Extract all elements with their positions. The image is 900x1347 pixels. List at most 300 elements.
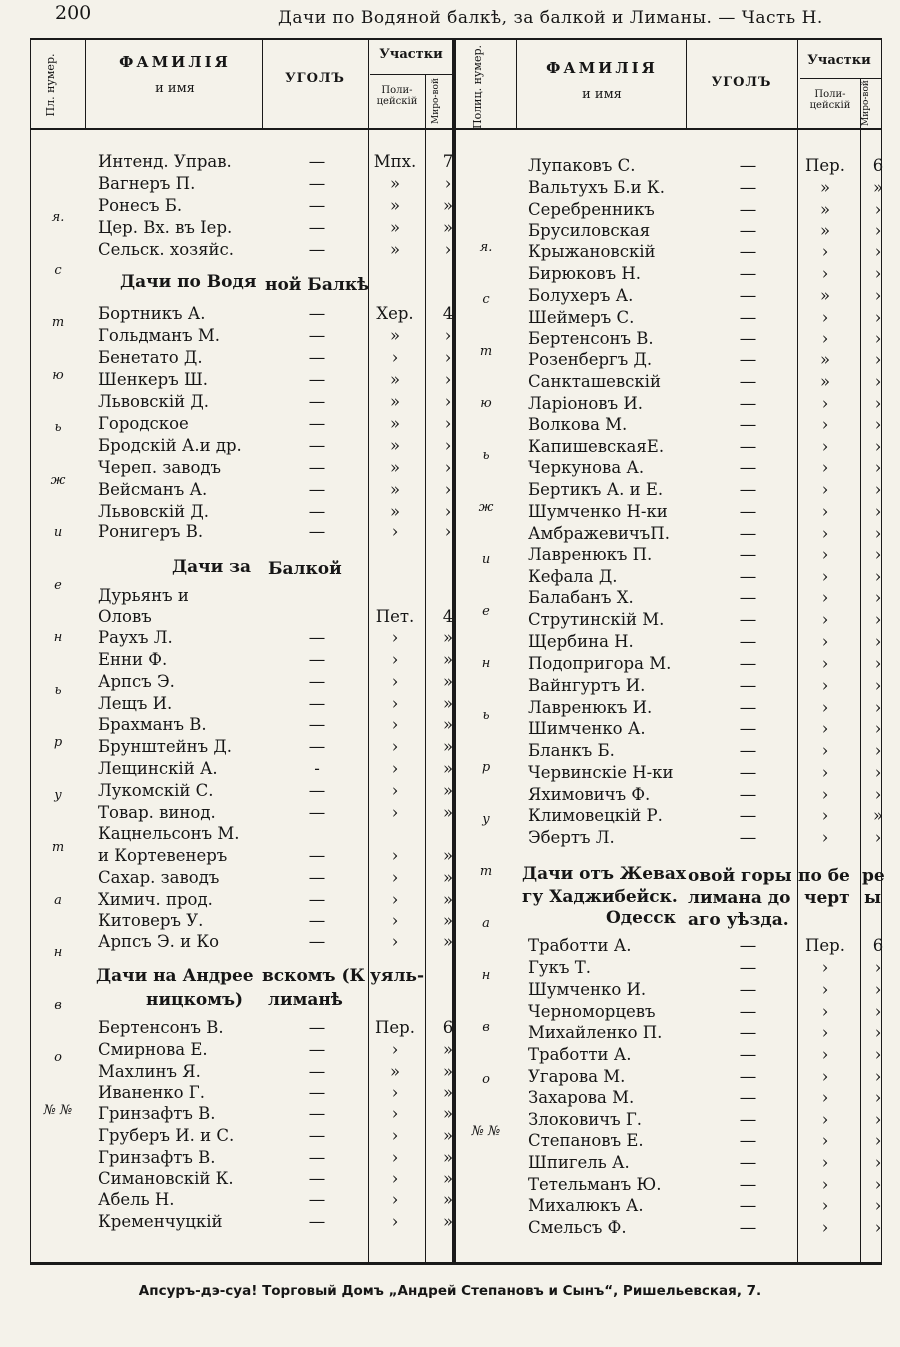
- entry-magistrate-district: »: [442, 1126, 454, 1145]
- entry-corner: —: [308, 436, 326, 455]
- side-letter: н: [53, 945, 63, 960]
- entry-corner: —: [739, 741, 757, 760]
- entry-corner: —: [739, 1196, 757, 1215]
- entry-police-district: ›: [821, 785, 829, 804]
- entry-name: Груберъ И. и С.: [98, 1126, 235, 1145]
- entry-name: Злоковичъ Г.: [528, 1110, 643, 1129]
- entry-name: Черноморцевъ: [528, 1002, 656, 1021]
- section-heading: Одесск: [606, 908, 676, 928]
- entry-corner: —: [739, 221, 757, 240]
- entry-police-district: »: [389, 480, 401, 499]
- header-surname: ФАМИЛІЯ: [119, 53, 231, 71]
- entry-name: и Кортевенеръ: [98, 846, 228, 865]
- entry-corner: —: [739, 610, 757, 629]
- entry-magistrate-district: ›: [874, 980, 882, 999]
- header-magistrate: Миро-вой: [431, 78, 441, 124]
- entry-name: Гукъ Т.: [528, 958, 591, 977]
- entry-police-district: ›: [821, 741, 829, 760]
- entry-corner: —: [739, 308, 757, 327]
- entry-name: Гринзафтъ В.: [98, 1148, 216, 1167]
- entry-corner: —: [308, 868, 326, 887]
- entry-name: Кацнельсонъ М.: [98, 824, 240, 843]
- entry-magistrate-district: ›: [874, 480, 882, 499]
- entry-police-district: ›: [391, 628, 399, 647]
- entry-name: Шеймеръ С.: [528, 308, 635, 327]
- entry-name: Бертикъ А. и Е.: [528, 480, 664, 499]
- entry-name: Лавренюкъ И.: [528, 698, 653, 717]
- table-bottom-rule: [30, 1262, 882, 1265]
- entry-police-district: Хер.: [376, 304, 414, 323]
- entry-magistrate-district: »: [442, 932, 454, 951]
- entry-police-district: ›: [821, 719, 829, 738]
- entry-name: Брунштейнъ Д.: [98, 737, 233, 756]
- entry-magistrate-district: ›: [874, 958, 882, 977]
- side-letter: ь: [54, 420, 62, 435]
- entry-corner: —: [739, 1153, 757, 1172]
- entry-police-district: »: [389, 458, 401, 477]
- entry-name: КапишевскаяЕ.: [528, 437, 665, 456]
- entry-name: Тетельманъ Ю.: [528, 1175, 662, 1194]
- entry-police-district: ›: [391, 737, 399, 756]
- entry-magistrate-district: ›: [444, 348, 452, 367]
- entry-magistrate-district: 6: [442, 1018, 454, 1037]
- section-heading: Дачи на Андрее: [96, 966, 254, 986]
- entry-police-district: ›: [821, 524, 829, 543]
- side-letter: т: [479, 864, 493, 879]
- entry-magistrate-district: »: [442, 218, 454, 237]
- entry-name: Вагнеръ П.: [98, 174, 196, 193]
- entry-magistrate-district: »: [872, 178, 884, 197]
- entry-name: Тработти А.: [528, 1045, 632, 1064]
- entry-police-district: ›: [391, 522, 399, 541]
- entry-magistrate-district: »: [442, 1083, 454, 1102]
- side-text-left: [36, 210, 80, 1210]
- entry-name: Захарова М.: [528, 1088, 635, 1107]
- entry-magistrate-district: ›: [874, 329, 882, 348]
- entry-magistrate-district: 6: [872, 156, 884, 175]
- side-letter: с: [54, 262, 62, 278]
- header-surname-sub: и имя: [155, 81, 195, 96]
- entry-magistrate-district: »: [442, 890, 454, 909]
- entry-magistrate-district: ›: [874, 308, 882, 327]
- entry-corner: —: [308, 672, 326, 691]
- entry-police-district: ›: [821, 676, 829, 695]
- entry-corner: —: [739, 567, 757, 586]
- side-text-right: [462, 240, 510, 1240]
- entry-police-district: ›: [821, 806, 829, 825]
- side-letter: ю: [480, 396, 492, 411]
- entry-police-district: ›: [821, 588, 829, 607]
- side-letter: у: [482, 812, 490, 827]
- entry-corner: —: [308, 152, 326, 171]
- entry-corner: —: [739, 458, 757, 477]
- entry-police-district: Пет.: [375, 607, 415, 626]
- side-letter: е: [482, 604, 490, 619]
- entry-magistrate-district: ›: [874, 588, 882, 607]
- entry-name: Вайнгуртъ И.: [528, 676, 646, 695]
- entry-police-district: »: [389, 174, 401, 193]
- entry-magistrate-district: »: [442, 846, 454, 865]
- entry-magistrate-district: ›: [874, 524, 882, 543]
- entry-magistrate-district: ›: [874, 654, 882, 673]
- entry-police-district: ›: [821, 1131, 829, 1150]
- districts-rule-left: [370, 74, 454, 75]
- entry-magistrate-district: »: [442, 1212, 454, 1231]
- side-letter: и: [53, 525, 63, 540]
- section-heading: аго уѣзда.: [688, 910, 789, 930]
- entry-police-district: »: [389, 326, 401, 345]
- entry-corner: —: [739, 676, 757, 695]
- entry-police-district: ›: [391, 1104, 399, 1123]
- entry-name: Бродскій А.и др.: [98, 436, 242, 455]
- running-head: Дачи по Водяной балкѣ, за балкой и Лиманы. — Часть Н.: [278, 8, 823, 28]
- side-letter: ь: [482, 448, 490, 463]
- entry-corner: —: [308, 846, 326, 865]
- entry-police-district: ›: [391, 1126, 399, 1145]
- entry-corner: —: [308, 196, 326, 215]
- entry-corner: —: [308, 715, 326, 734]
- entry-corner: —: [739, 545, 757, 564]
- entry-corner: —: [739, 806, 757, 825]
- section-heading: Дачи за: [172, 557, 251, 577]
- entry-corner: —: [308, 326, 326, 345]
- entry-name: Гольдманъ М.: [98, 326, 221, 345]
- entry-magistrate-district: ›: [444, 392, 452, 411]
- entry-corner: —: [739, 1218, 757, 1237]
- col-rule: [516, 38, 517, 130]
- entry-magistrate-district: »: [442, 911, 454, 930]
- entry-name: Львовскій Д.: [98, 392, 209, 411]
- entry-name: Тработти А.: [528, 936, 632, 955]
- entry-police-district: ›: [821, 698, 829, 717]
- col-rule: [860, 78, 861, 1262]
- entry-magistrate-district: »: [442, 694, 454, 713]
- section-heading: вскомъ (К: [262, 966, 366, 986]
- entry-police-district: Пер.: [375, 1018, 415, 1037]
- entry-name: Крыжановскій: [528, 242, 656, 261]
- entry-magistrate-district: »: [442, 737, 454, 756]
- entry-name: Ронигеръ В.: [98, 522, 204, 541]
- entry-corner: —: [739, 1023, 757, 1042]
- entry-police-district: »: [389, 414, 401, 433]
- side-letter: н: [53, 630, 63, 645]
- entry-corner: —: [739, 632, 757, 651]
- entry-name: Товар. винод.: [98, 803, 216, 822]
- entry-name: Кременчуцкій: [98, 1212, 223, 1231]
- entry-corner: —: [739, 372, 757, 391]
- entry-corner: —: [739, 1067, 757, 1086]
- entry-police-district: ›: [821, 1196, 829, 1215]
- entry-name: Арпсъ Э.: [98, 672, 175, 691]
- entry-magistrate-district: ›: [874, 394, 882, 413]
- entry-magistrate-district: »: [442, 803, 454, 822]
- entry-magistrate-district: 4: [442, 304, 454, 323]
- entry-name: Балабанъ Х.: [528, 588, 634, 607]
- entry-corner: —: [308, 1018, 326, 1037]
- entry-magistrate-district: ›: [874, 785, 882, 804]
- col-rule: [30, 38, 31, 1262]
- entry-corner: —: [739, 329, 757, 348]
- entry-corner: —: [308, 1040, 326, 1059]
- entry-police-district: ›: [821, 394, 829, 413]
- side-letter: а: [54, 892, 62, 908]
- entry-police-district: Пер.: [805, 936, 845, 955]
- side-letter: ь: [482, 708, 490, 723]
- entry-police-district: ›: [821, 502, 829, 521]
- entry-magistrate-district: ›: [874, 676, 882, 695]
- entry-name: Бенетато Д.: [98, 348, 203, 367]
- side-letter: т: [51, 840, 65, 855]
- entry-name: Ронесъ Б.: [98, 196, 183, 215]
- entry-corner: —: [739, 958, 757, 977]
- side-letter: и: [481, 552, 491, 567]
- entry-name: Бланкъ Б.: [528, 741, 615, 760]
- entry-corner: —: [739, 980, 757, 999]
- entry-name: Львовскій Д.: [98, 502, 209, 521]
- side-letter: ь: [54, 682, 62, 698]
- side-letter: ю: [52, 367, 64, 383]
- entry-corner: —: [739, 763, 757, 782]
- entry-corner: —: [308, 1083, 326, 1102]
- entry-corner: —: [308, 1062, 326, 1081]
- side-letter: в: [54, 997, 62, 1013]
- entry-magistrate-district: ›: [874, 458, 882, 477]
- entry-corner: —: [308, 1126, 326, 1145]
- entry-corner: —: [308, 240, 326, 259]
- entry-name: Михалюкъ А.: [528, 1196, 644, 1215]
- entry-corner: —: [308, 628, 326, 647]
- side-letter: у: [54, 787, 62, 803]
- entry-name: Арпсъ Э. и Ко: [98, 932, 220, 951]
- entry-magistrate-district: ›: [874, 610, 882, 629]
- entry-police-district: ›: [821, 1067, 829, 1086]
- entry-name: Лещъ И.: [98, 694, 173, 713]
- entry-name: Санкташевскій: [528, 372, 661, 391]
- side-letter: н: [481, 968, 491, 983]
- entry-police-district: ›: [821, 828, 829, 847]
- section-heading: ы: [864, 888, 882, 908]
- entry-police-district: ›: [821, 632, 829, 651]
- section-heading: лиманѣ: [268, 990, 343, 1010]
- entry-corner: —: [308, 650, 326, 669]
- entry-magistrate-district: »: [442, 196, 454, 215]
- entry-police-district: ›: [821, 1175, 829, 1194]
- entry-name: Волкова М.: [528, 415, 628, 434]
- entry-magistrate-district: ›: [444, 436, 452, 455]
- entry-corner: —: [308, 414, 326, 433]
- entry-police-district: ›: [821, 545, 829, 564]
- entry-corner: —: [739, 1131, 757, 1150]
- entry-police-district: »: [819, 372, 831, 391]
- entry-name: Струтинскій М.: [528, 610, 665, 629]
- entry-magistrate-district: ›: [874, 264, 882, 283]
- entry-magistrate-district: »: [442, 1190, 454, 1209]
- entry-name: Климовецкій Р.: [528, 806, 663, 825]
- entry-police-district: ›: [821, 958, 829, 977]
- entry-magistrate-district: ›: [444, 522, 452, 541]
- side-letter: № №: [471, 1124, 501, 1139]
- entry-magistrate-district: ›: [874, 763, 882, 782]
- entry-police-district: ›: [391, 1083, 399, 1102]
- entry-name: Раухъ Л.: [98, 628, 173, 647]
- entry-magistrate-district: ›: [874, 415, 882, 434]
- section-heading: Дачи отъ Жевах: [522, 864, 687, 884]
- entry-magistrate-district: ›: [874, 698, 882, 717]
- entry-magistrate-district: »: [442, 1040, 454, 1059]
- entry-police-district: ›: [821, 610, 829, 629]
- side-letter: ж: [50, 472, 66, 488]
- header-corner-right: УГОЛЪ: [711, 75, 772, 90]
- entry-corner: —: [308, 174, 326, 193]
- entry-corner: —: [739, 156, 757, 175]
- districts-rule-right: [800, 78, 882, 79]
- entry-corner: —: [739, 1045, 757, 1064]
- entry-corner: —: [739, 350, 757, 369]
- entry-police-district: »: [389, 196, 401, 215]
- entry-name: Бертенсонъ В.: [528, 329, 654, 348]
- entry-magistrate-district: ›: [874, 1218, 882, 1237]
- entry-name: Михайленко П.: [528, 1023, 663, 1042]
- side-letter: р: [53, 735, 63, 750]
- entry-magistrate-district: »: [442, 759, 454, 778]
- entry-name: Подопригора М.: [528, 654, 672, 673]
- entry-police-district: ›: [821, 308, 829, 327]
- entry-police-district: ›: [391, 932, 399, 951]
- side-letter: ж: [478, 500, 494, 515]
- entry-police-district: ›: [391, 911, 399, 930]
- entry-name: Яхимовичъ Ф.: [528, 785, 651, 804]
- entry-magistrate-district: »: [442, 650, 454, 669]
- entry-magistrate-district: ›: [874, 1002, 882, 1021]
- entry-magistrate-district: ›: [444, 480, 452, 499]
- entry-name: Кефала Д.: [528, 567, 618, 586]
- entry-name: Городское: [98, 414, 189, 433]
- entry-police-district: ›: [391, 1212, 399, 1231]
- entry-magistrate-district: ›: [874, 632, 882, 651]
- entry-name: Оловъ: [98, 607, 152, 626]
- entry-police-district: ›: [821, 329, 829, 348]
- entry-corner: —: [308, 1148, 326, 1167]
- entry-magistrate-district: »: [442, 672, 454, 691]
- entry-police-district: ›: [391, 803, 399, 822]
- section-heading: гу Хаджибейск.: [522, 887, 678, 907]
- header-surname-right: ФАМИЛІЯ: [546, 59, 658, 77]
- entry-police-district: »: [819, 200, 831, 219]
- entry-name: Шумченко Н-ки: [528, 502, 668, 521]
- entry-corner: —: [739, 785, 757, 804]
- entry-magistrate-district: »: [442, 1062, 454, 1081]
- entry-police-district: ›: [821, 458, 829, 477]
- entry-corner: —: [308, 370, 326, 389]
- entry-police-district: »: [389, 240, 401, 259]
- entry-police-district: ›: [821, 980, 829, 999]
- entry-magistrate-district: ›: [874, 437, 882, 456]
- entry-magistrate-district: ›: [874, 1153, 882, 1172]
- header-magistrate-right: Миро-вой: [861, 80, 871, 126]
- entry-magistrate-district: »: [442, 1148, 454, 1167]
- entry-name: Шпигель А.: [528, 1153, 630, 1172]
- entry-name: Щербина Н.: [528, 632, 634, 651]
- col-rule: [425, 74, 426, 1262]
- side-letter: е: [54, 577, 62, 593]
- entry-corner: —: [739, 394, 757, 413]
- entry-magistrate-district: 7: [442, 152, 454, 171]
- entry-corner: —: [739, 264, 757, 283]
- entry-name: АмбражевичъП.: [528, 524, 670, 543]
- entry-magistrate-district: ›: [444, 414, 452, 433]
- side-letter: я.: [51, 210, 65, 225]
- entry-name: Интенд. Управ.: [98, 152, 232, 171]
- entry-magistrate-district: ›: [874, 1088, 882, 1107]
- side-letter: о: [54, 1050, 62, 1065]
- entry-name: Енни Ф.: [98, 650, 168, 669]
- side-letter: я.: [479, 240, 493, 255]
- header-corner: УГОЛЪ: [285, 71, 345, 86]
- entry-corner: —: [739, 1175, 757, 1194]
- entry-police-district: ›: [391, 1148, 399, 1167]
- section-heading: ной Балкѣ: [265, 275, 370, 295]
- entry-magistrate-district: ›: [874, 828, 882, 847]
- side-letter: а: [482, 916, 490, 931]
- entry-corner: —: [308, 1104, 326, 1123]
- entry-corner: —: [739, 654, 757, 673]
- entry-police-district: ›: [821, 264, 829, 283]
- entry-name: Череп. заводъ: [98, 458, 222, 477]
- entry-magistrate-district: »: [872, 806, 884, 825]
- entry-police-district: Мпх.: [373, 152, 417, 171]
- entry-police-district: ›: [391, 846, 399, 865]
- entry-police-district: ›: [391, 1190, 399, 1209]
- entry-corner: —: [308, 911, 326, 930]
- entry-name: Бортникъ А.: [98, 304, 206, 323]
- entry-corner: -: [314, 759, 320, 778]
- section-heading: лимана до: [688, 888, 791, 908]
- entry-corner: —: [739, 698, 757, 717]
- entry-police-district: »: [819, 350, 831, 369]
- col-rule: [85, 38, 86, 130]
- entry-police-district: ›: [821, 1045, 829, 1064]
- entry-police-district: ›: [821, 415, 829, 434]
- entry-police-district: ›: [821, 1002, 829, 1021]
- entry-corner: —: [308, 803, 326, 822]
- entry-magistrate-district: ›: [874, 1023, 882, 1042]
- entry-police-district: ›: [391, 1169, 399, 1188]
- entry-police-district: ›: [391, 715, 399, 734]
- entry-police-district: »: [389, 502, 401, 521]
- entry-magistrate-district: ›: [874, 200, 882, 219]
- entry-name: Брусиловская: [528, 221, 651, 240]
- table-top-rule: [30, 38, 882, 40]
- entry-police-district: ›: [821, 1110, 829, 1129]
- entry-police-district: »: [389, 436, 401, 455]
- entry-police-district: Пер.: [805, 156, 845, 175]
- entry-name: Махлинъ Я.: [98, 1062, 201, 1081]
- entry-corner: —: [308, 218, 326, 237]
- entry-police-district: ›: [821, 1023, 829, 1042]
- entry-corner: —: [739, 200, 757, 219]
- entry-police-district: ›: [391, 759, 399, 778]
- entry-corner: —: [308, 737, 326, 756]
- entry-magistrate-district: ›: [874, 719, 882, 738]
- entry-name: Гринзафтъ В.: [98, 1104, 216, 1123]
- entry-magistrate-district: ›: [874, 502, 882, 521]
- entry-magistrate-district: ›: [444, 502, 452, 521]
- entry-magistrate-district: ›: [874, 242, 882, 261]
- entry-magistrate-district: 6: [872, 936, 884, 955]
- entry-corner: —: [308, 502, 326, 521]
- entry-name: Черкунова А.: [528, 458, 645, 477]
- footer-advert: Апсуръ-дэ-суа! Торговый Домъ „Андрей Степановъ и Сынъ“, Ришельевская, 7.: [138, 1283, 762, 1299]
